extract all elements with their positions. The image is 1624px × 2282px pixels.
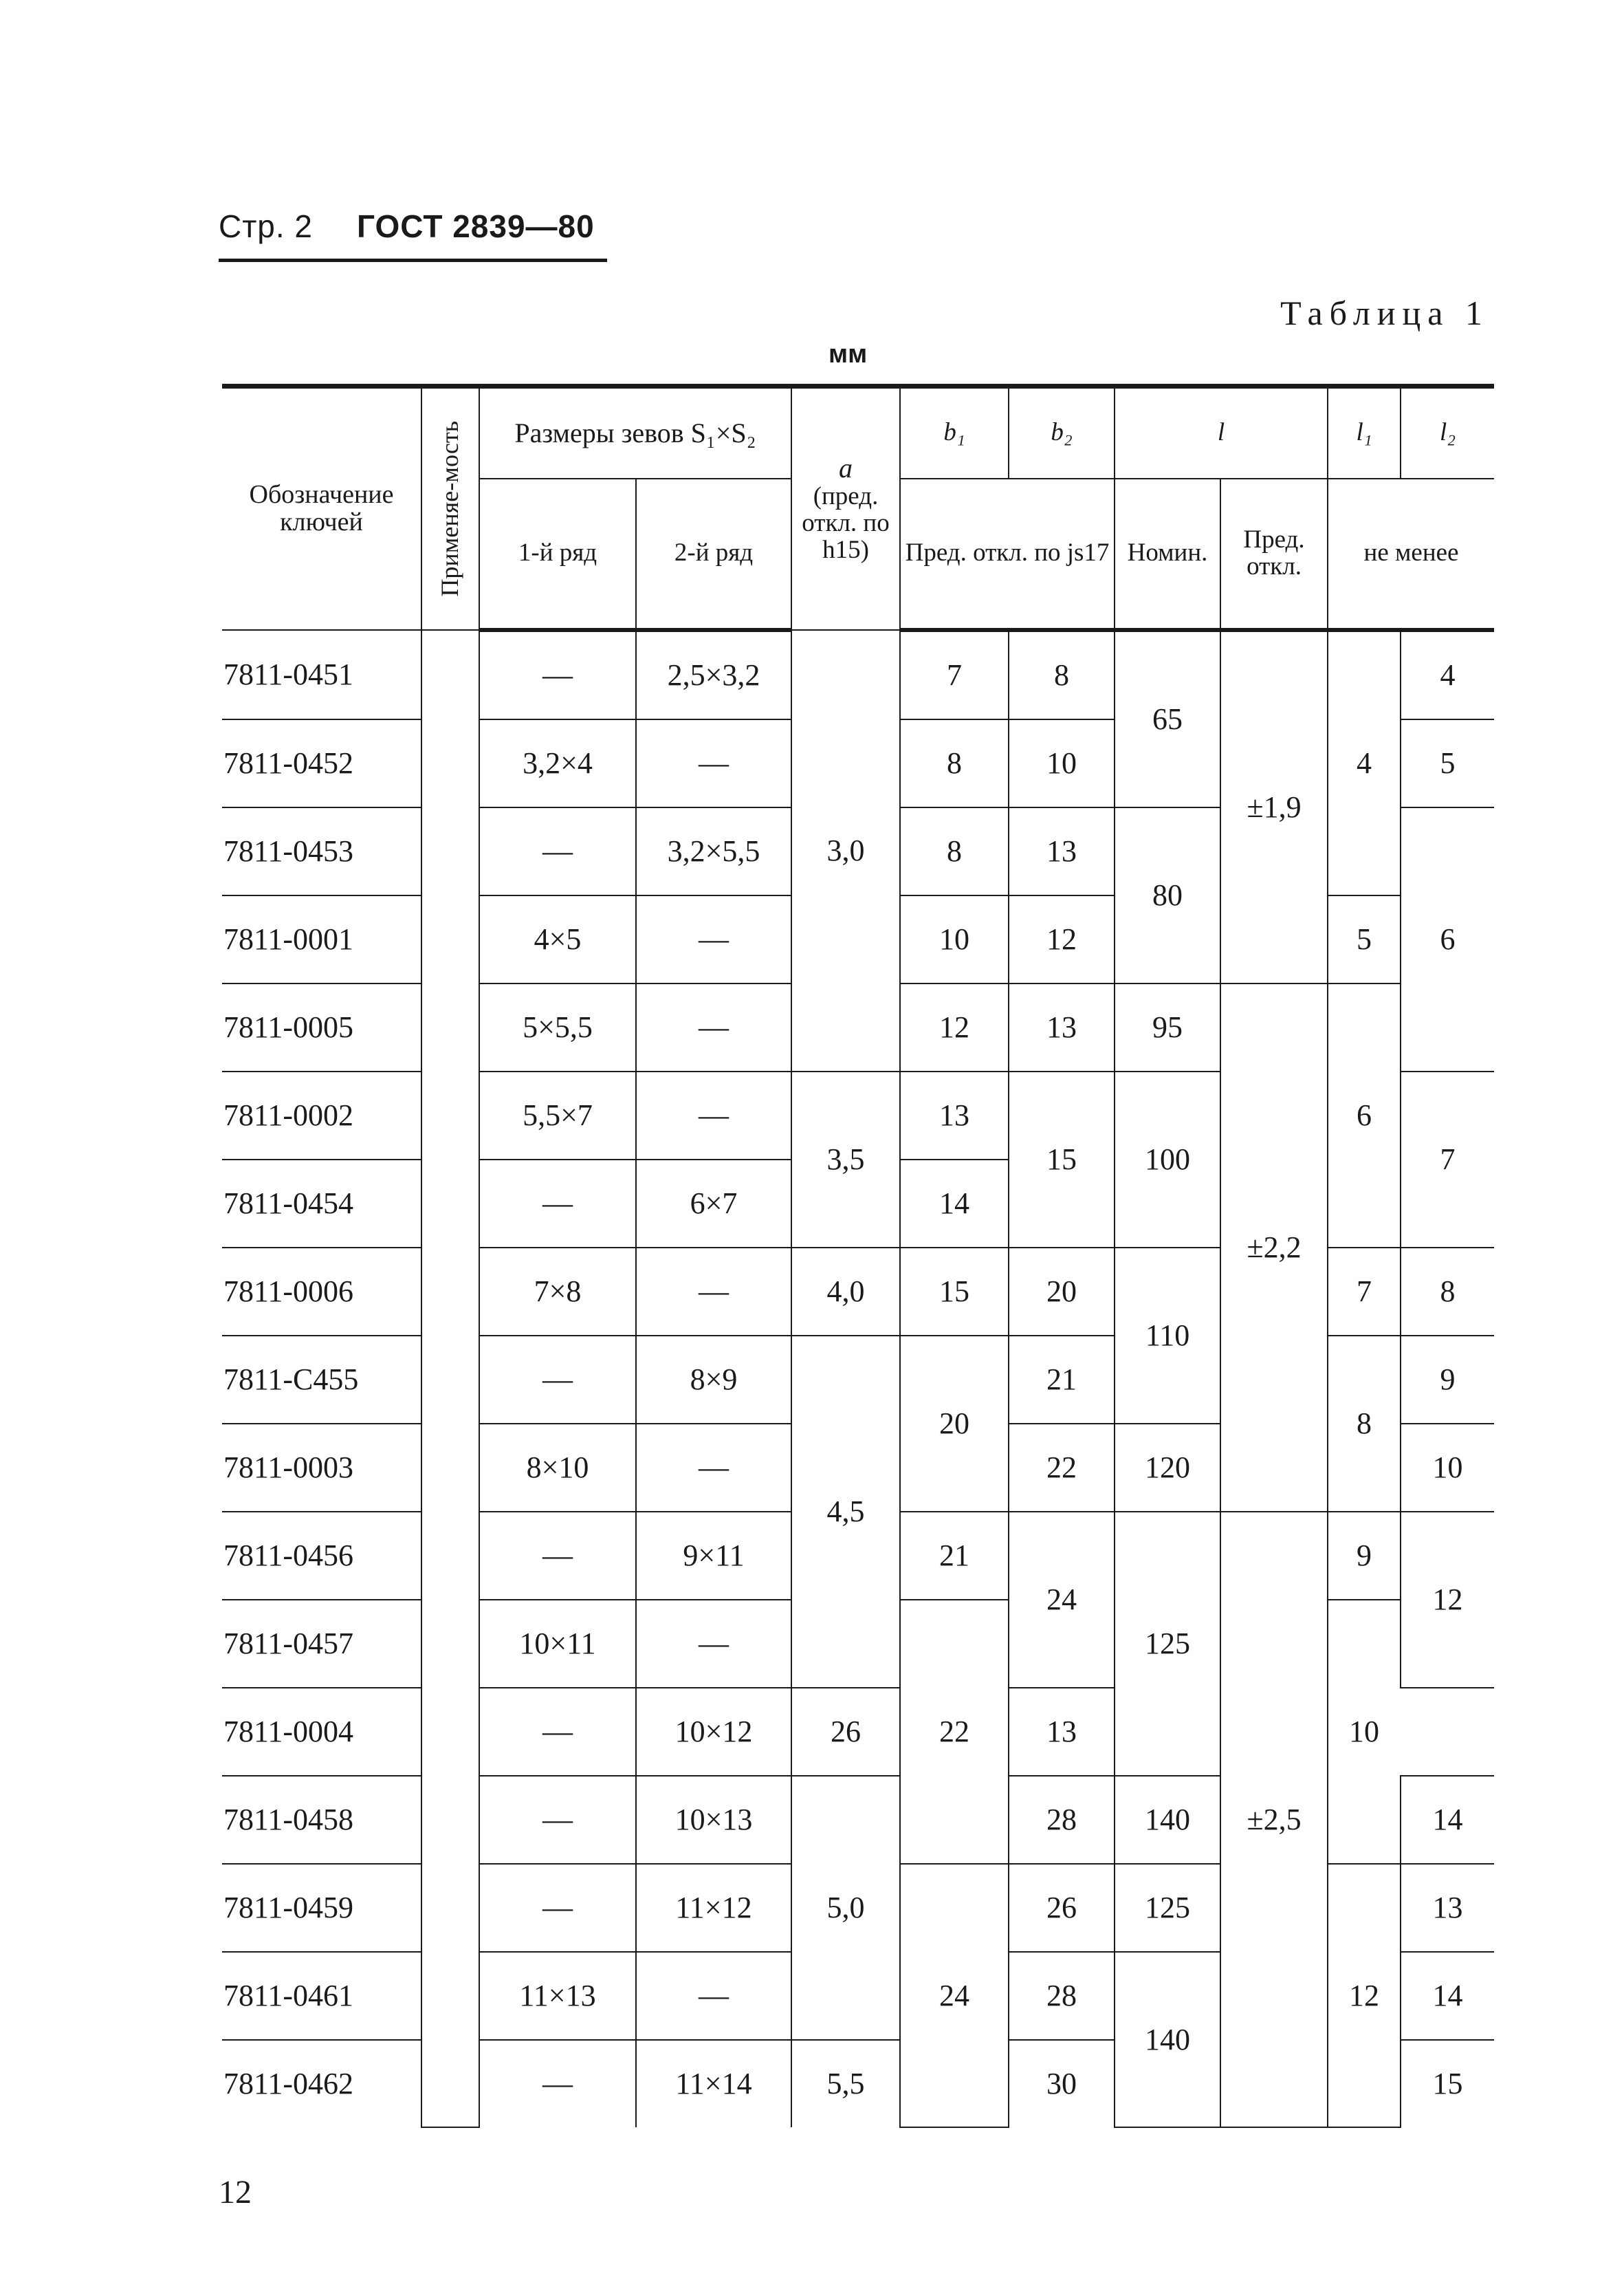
row1-cell: — xyxy=(479,807,636,895)
header-minimum: не менее xyxy=(1328,479,1494,630)
a-cell: 5,0 xyxy=(791,1776,900,2040)
b2-cell: 21 xyxy=(1009,1336,1115,1424)
row1-cell: — xyxy=(479,1160,636,1248)
header-row1: 1-й ряд xyxy=(479,479,636,630)
designation-cell: 7811-0458 xyxy=(222,1776,421,1864)
row1-cell: — xyxy=(479,2040,636,2127)
header-l-tolerance: Пред. откл. xyxy=(1220,479,1328,630)
a-cell: 4,5 xyxy=(791,1336,900,1688)
b1-cell: 24 xyxy=(900,1864,1009,2127)
b2-cell: 8 xyxy=(1009,630,1115,719)
l1-cell: 9 xyxy=(1328,1512,1401,1600)
a-note: (пред. откл. по h15) xyxy=(802,481,890,564)
dimensions-table xyxy=(222,384,1494,2128)
designation-cell: 7811-0451 xyxy=(222,630,421,719)
b1-cell: 20 xyxy=(900,1336,1009,1512)
b1-cell: 14 xyxy=(900,1160,1009,1248)
header-b1 xyxy=(900,387,1009,479)
row2-cell: — xyxy=(636,1424,791,1512)
row2-cell: — xyxy=(636,984,791,1072)
table-row xyxy=(222,630,1494,719)
l-tolerance-cell: ±1,9 xyxy=(1220,630,1328,984)
b2-cell: 22 xyxy=(1009,1424,1115,1512)
row2-cell: — xyxy=(636,719,791,807)
b2-symbol: b₂ xyxy=(1051,418,1073,447)
header-applicability xyxy=(421,387,479,630)
l-nominal-cell: 140 xyxy=(1115,1952,1220,2127)
l1-cell: 6 xyxy=(1328,984,1401,1248)
row1-cell: 10×11 xyxy=(479,1600,636,1688)
row2-cell: 10×12 xyxy=(636,1688,791,1776)
row2-cell: — xyxy=(636,1248,791,1336)
designation-cell: 7811-0459 xyxy=(222,1864,421,1952)
page-label: Стр. 2 xyxy=(219,208,314,244)
l-tolerance-cell: ±2,2 xyxy=(1220,984,1328,1512)
b2-cell: 28 xyxy=(1009,1952,1115,2040)
designation-cell: 7811-0002 xyxy=(222,1072,421,1160)
designation-cell: 7811-0006 xyxy=(222,1248,421,1336)
l-nominal-cell: 125 xyxy=(1115,1512,1220,1776)
b2-cell: 26 xyxy=(1009,1864,1115,1952)
row2-cell: — xyxy=(636,895,791,984)
header-designation: Обозначение ключей xyxy=(222,387,421,630)
l1-cell: 5 xyxy=(1328,895,1401,984)
l-nominal-cell: 65 xyxy=(1115,630,1220,807)
row2-cell: 11×14 xyxy=(636,2040,791,2127)
header-l-nominal: Номин. xyxy=(1115,479,1220,630)
row1-cell: 3,2×4 xyxy=(479,719,636,807)
l1-cell: 4 xyxy=(1328,630,1401,895)
row1-cell: — xyxy=(479,630,636,719)
unit-label: мм xyxy=(829,340,868,369)
b1-cell: 15 xyxy=(900,1248,1009,1336)
row1-cell: — xyxy=(479,1336,636,1424)
l-nominal-cell: 140 xyxy=(1115,1776,1220,1864)
b1-cell: 21 xyxy=(900,1512,1009,1600)
row1-cell: 4×5 xyxy=(479,895,636,984)
b1-cell: 12 xyxy=(900,984,1009,1072)
l2-cell: 13 xyxy=(1009,1688,1115,1776)
header-l xyxy=(1115,387,1328,479)
row2-cell: 8×9 xyxy=(636,1336,791,1424)
designation-cell: 7811-0004 xyxy=(222,1688,421,1776)
l-nominal-cell: 120 xyxy=(1115,1424,1220,1512)
l2-cell: 14 xyxy=(1401,1952,1494,2040)
designation-cell: 7811-0454 xyxy=(222,1160,421,1248)
l2-cell: 13 xyxy=(1401,1864,1494,1952)
l2-cell: 14 xyxy=(1401,1776,1494,1864)
a-cell: 5,5 xyxy=(791,2040,900,2127)
l2-cell: 6 xyxy=(1401,807,1494,1072)
l1-cell: 10 xyxy=(1328,1600,1401,1864)
b1-cell: 7 xyxy=(900,630,1009,719)
l2-cell: 15 xyxy=(1401,2040,1494,2127)
row1-cell: — xyxy=(479,1776,636,1864)
standard-number: ГОСТ 2839—80 xyxy=(357,208,595,244)
row2-cell: 6×7 xyxy=(636,1160,791,1248)
b2-cell: 12 xyxy=(1009,895,1115,984)
b1-cell: 13 xyxy=(900,1072,1009,1160)
header-l1 xyxy=(1328,387,1401,479)
row2-cell: — xyxy=(636,1072,791,1160)
l-nominal-cell: 100 xyxy=(1115,1072,1220,1248)
l-tolerance-cell: ±2,5 xyxy=(1220,1512,1328,2127)
a-cell: 4,0 xyxy=(791,1248,900,1336)
l2-cell: 10 xyxy=(1401,1424,1494,1512)
row1-cell: — xyxy=(479,1512,636,1600)
l1-cell: 8 xyxy=(1328,1336,1401,1512)
b2-cell: 24 xyxy=(1009,1512,1115,1688)
b1-cell: 8 xyxy=(900,807,1009,895)
designation-cell: 7811-0003 xyxy=(222,1424,421,1512)
row2-cell: 10×13 xyxy=(636,1776,791,1864)
row2-cell: 9×11 xyxy=(636,1512,791,1600)
running-head xyxy=(219,208,595,245)
a-cell: 3,5 xyxy=(791,1072,900,1248)
header-b2 xyxy=(1009,387,1115,479)
row2-cell: 2,5×3,2 xyxy=(636,630,791,719)
b2-cell: 10 xyxy=(1009,719,1115,807)
header-jaw-sizes: Размеры зевов S₁×S₂ xyxy=(479,387,791,479)
b2-cell: 13 xyxy=(1009,984,1115,1072)
designation-cell: 7811-0456 xyxy=(222,1512,421,1600)
designation-cell: 7811-0453 xyxy=(222,807,421,895)
row2-cell: 11×12 xyxy=(636,1864,791,1952)
row1-cell: — xyxy=(479,1688,636,1776)
l-nominal-cell: 110 xyxy=(1115,1248,1220,1424)
l2-cell: 4 xyxy=(1401,630,1494,719)
l1-cell: 7 xyxy=(1328,1248,1401,1336)
table-label: Таблица 1 xyxy=(1280,294,1489,332)
row1-cell: 8×10 xyxy=(479,1424,636,1512)
designation-cell: 7811-0462 xyxy=(222,2040,421,2127)
l2-cell: 12 xyxy=(1401,1512,1494,1688)
header-b-tolerance: Пред. откл. по js17 xyxy=(900,479,1115,630)
header-a xyxy=(791,387,900,630)
b1-symbol: b₁ xyxy=(943,418,965,447)
row1-cell: 5×5,5 xyxy=(479,984,636,1072)
l-nominal-cell: 95 xyxy=(1115,984,1220,1072)
b1-cell: 22 xyxy=(900,1600,1009,1864)
l2-cell: 8 xyxy=(1401,1248,1494,1336)
designation-cell: 7811-С455 xyxy=(222,1336,421,1424)
b2-cell: 30 xyxy=(1009,2040,1115,2127)
designation-cell: 7811-0457 xyxy=(222,1600,421,1688)
b2-cell: 26 xyxy=(791,1688,900,1776)
designation-cell: 7811-0001 xyxy=(222,895,421,984)
row2-cell: — xyxy=(636,1952,791,2040)
b1-cell: 10 xyxy=(900,895,1009,984)
l1-cell: 12 xyxy=(1328,1864,1401,2127)
designation-cell: 7811-0452 xyxy=(222,719,421,807)
l1-symbol: l₁ xyxy=(1356,418,1372,447)
row2-cell: — xyxy=(636,1600,791,1688)
row1-cell: — xyxy=(479,1864,636,1952)
l2-cell: 7 xyxy=(1401,1072,1494,1248)
header-row2: 2-й ряд xyxy=(636,479,791,630)
a-cell: 3,0 xyxy=(791,630,900,1072)
applicability-cell xyxy=(421,630,479,2127)
applicability-label: Применяе-мость xyxy=(436,420,464,597)
designation-cell: 7811-0461 xyxy=(222,1952,421,2040)
b2-cell: 20 xyxy=(1009,1248,1115,1336)
b2-cell: 28 xyxy=(1009,1776,1115,1864)
l-symbol: l xyxy=(1217,418,1225,447)
header-rule xyxy=(219,259,607,262)
b2-cell: 13 xyxy=(1009,807,1115,895)
row1-cell: 7×8 xyxy=(479,1248,636,1336)
row2-cell: 3,2×5,5 xyxy=(636,807,791,895)
l2-cell: 9 xyxy=(1401,1336,1494,1424)
header-l2 xyxy=(1401,387,1494,479)
row1-cell: 11×13 xyxy=(479,1952,636,2040)
a-symbol: a xyxy=(839,453,853,484)
l-nominal-cell: 80 xyxy=(1115,807,1220,984)
designation-cell: 7811-0005 xyxy=(222,984,421,1072)
row1-cell: 5,5×7 xyxy=(479,1072,636,1160)
l2-cell: 5 xyxy=(1401,719,1494,807)
page-number: 12 xyxy=(219,2174,252,2210)
l2-symbol: l₂ xyxy=(1439,418,1456,447)
l-nominal-cell: 125 xyxy=(1115,1864,1220,1952)
b1-cell: 8 xyxy=(900,719,1009,807)
b2-cell: 15 xyxy=(1009,1072,1115,1248)
